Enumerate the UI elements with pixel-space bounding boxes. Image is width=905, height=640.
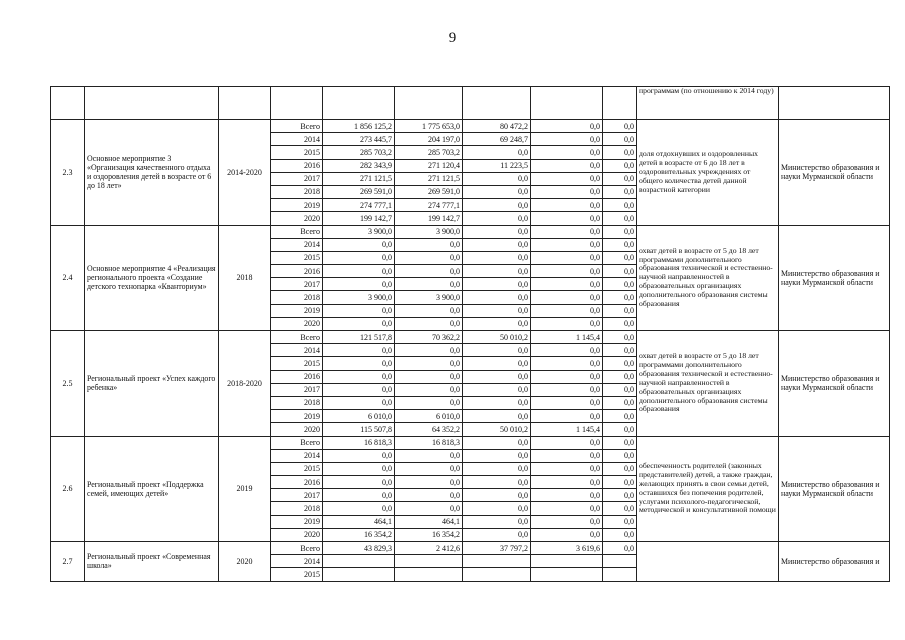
federal-cell: 0,0 xyxy=(463,344,531,357)
federal-cell: 0,0 xyxy=(463,291,531,304)
local-cell: 0,0 xyxy=(531,146,603,159)
total-cell: 0,0 xyxy=(323,278,395,291)
total-cell: 43 829,3 xyxy=(323,542,395,555)
budget-cell: 0,0 xyxy=(395,238,463,251)
federal-cell: 0,0 xyxy=(463,528,531,541)
local-cell: 0,0 xyxy=(531,357,603,370)
budget-cell: 271 121,5 xyxy=(395,172,463,185)
total-cell: 269 591,0 xyxy=(323,185,395,198)
total-cell: 3 900,0 xyxy=(323,291,395,304)
budget-cell: 0,0 xyxy=(395,317,463,330)
section-number: 2.5 xyxy=(51,331,85,437)
federal-cell: 0,0 xyxy=(463,515,531,528)
federal-cell: 0,0 xyxy=(463,185,531,198)
local-cell: 0,0 xyxy=(531,159,603,172)
other-cell: 0,0 xyxy=(603,462,637,475)
year-cell: 2015 xyxy=(271,568,323,581)
federal-cell: 0,0 xyxy=(463,251,531,264)
year-cell: 2020 xyxy=(271,423,323,436)
total-cell: 274 777,1 xyxy=(323,199,395,212)
budget-cell: 199 142,7 xyxy=(395,212,463,225)
year-cell: 2019 xyxy=(271,515,323,528)
budget-cell: 0,0 xyxy=(395,265,463,278)
year-cell: 2015 xyxy=(271,251,323,264)
local-cell xyxy=(531,568,603,581)
federal-cell: 0,0 xyxy=(463,410,531,423)
local-cell: 0,0 xyxy=(531,436,603,449)
table-row xyxy=(51,120,890,133)
year-cell: Всего xyxy=(271,331,323,344)
section-number: 2.4 xyxy=(51,225,85,331)
other-cell xyxy=(603,568,637,581)
federal-cell: 37 797,2 xyxy=(463,542,531,555)
local-cell: 0,0 xyxy=(531,528,603,541)
local-cell: 0,0 xyxy=(531,238,603,251)
local-cell: 0,0 xyxy=(531,462,603,475)
local-cell: 0,0 xyxy=(531,410,603,423)
budget-cell: 16 818,3 xyxy=(395,436,463,449)
local-cell: 0,0 xyxy=(531,120,603,133)
other-cell: 0,0 xyxy=(603,410,637,423)
total-cell: 285 703,2 xyxy=(323,146,395,159)
federal-cell: 0,0 xyxy=(463,489,531,502)
year-cell: 2016 xyxy=(271,159,323,172)
federal-cell: 0,0 xyxy=(463,265,531,278)
budget-cell: 70 362,2 xyxy=(395,331,463,344)
section-name: Региональный проект «Поддержка семей, имеющих детей» xyxy=(85,436,219,542)
total-cell: 0,0 xyxy=(323,265,395,278)
other-cell: 0,0 xyxy=(603,436,637,449)
table-row xyxy=(51,436,890,449)
total-cell: 271 121,5 xyxy=(323,172,395,185)
budget-cell xyxy=(395,568,463,581)
total-cell: 0,0 xyxy=(323,396,395,409)
federal-cell xyxy=(463,568,531,581)
budget-cell: 0,0 xyxy=(395,383,463,396)
year-cell: 2020 xyxy=(271,212,323,225)
year-cell: 2018 xyxy=(271,185,323,198)
local-cell: 3 619,6 xyxy=(531,542,603,555)
budget-cell: 0,0 xyxy=(395,449,463,462)
year-cell: 2019 xyxy=(271,199,323,212)
budget-cell: 0,0 xyxy=(395,370,463,383)
other-cell: 0,0 xyxy=(603,331,637,344)
budget-cell: 64 352,2 xyxy=(395,423,463,436)
total-cell: 0,0 xyxy=(323,502,395,515)
budget-cell: 0,0 xyxy=(395,502,463,515)
budget-cell: 3 900,0 xyxy=(395,291,463,304)
federal-cell: 0,0 xyxy=(463,304,531,317)
federal-cell: 0,0 xyxy=(463,502,531,515)
total-cell: 0,0 xyxy=(323,238,395,251)
other-cell: 0,0 xyxy=(603,238,637,251)
year-cell: 2020 xyxy=(271,317,323,330)
local-cell: 0,0 xyxy=(531,489,603,502)
total-cell: 0,0 xyxy=(323,476,395,489)
total-cell: 0,0 xyxy=(323,383,395,396)
cell-blank xyxy=(395,87,463,120)
local-cell: 0,0 xyxy=(531,251,603,264)
federal-cell: 80 472,2 xyxy=(463,120,531,133)
year-cell: 2015 xyxy=(271,146,323,159)
year-cell: 2019 xyxy=(271,410,323,423)
table-row xyxy=(51,331,890,344)
cell-blank xyxy=(323,87,395,120)
other-cell: 0,0 xyxy=(603,357,637,370)
budget-cell: 271 120,4 xyxy=(395,159,463,172)
budget-cell xyxy=(395,555,463,568)
year-cell: 2017 xyxy=(271,489,323,502)
federal-cell: 50 010,2 xyxy=(463,423,531,436)
cell-blank xyxy=(271,87,323,120)
federal-cell: 0,0 xyxy=(463,278,531,291)
federal-cell: 50 010,2 xyxy=(463,331,531,344)
local-cell: 0,0 xyxy=(531,199,603,212)
year-cell: Всего xyxy=(271,120,323,133)
local-cell: 0,0 xyxy=(531,396,603,409)
year-cell: 2015 xyxy=(271,357,323,370)
total-cell: 121 517,8 xyxy=(323,331,395,344)
section-number: 2.3 xyxy=(51,120,85,226)
year-cell: 2014 xyxy=(271,238,323,251)
other-cell: 0,0 xyxy=(603,528,637,541)
budget-cell: 285 703,2 xyxy=(395,146,463,159)
total-cell: 16 818,3 xyxy=(323,436,395,449)
cell-blank xyxy=(531,87,603,120)
other-cell: 0,0 xyxy=(603,159,637,172)
total-cell: 1 856 125,2 xyxy=(323,120,395,133)
local-cell: 0,0 xyxy=(531,502,603,515)
total-cell: 6 010,0 xyxy=(323,410,395,423)
federal-cell: 0,0 xyxy=(463,146,531,159)
federal-cell: 0,0 xyxy=(463,476,531,489)
responsible-cell: Министерство образования и науки Мурманской области xyxy=(779,436,890,542)
budget-cell: 0,0 xyxy=(395,278,463,291)
indicator-cell: доля отдохнувших и оздоровленных детей в возрасте от 6 до 18 лет в оздоровительных учреждениях от общего количества детей данной возрастной категории xyxy=(637,120,779,226)
year-cell: 2017 xyxy=(271,172,323,185)
other-cell: 0,0 xyxy=(603,396,637,409)
budget-cell: 204 197,0 xyxy=(395,133,463,146)
other-cell: 0,0 xyxy=(603,489,637,502)
federal-cell: 0,0 xyxy=(463,383,531,396)
cell-blank xyxy=(463,87,531,120)
local-cell: 0,0 xyxy=(531,212,603,225)
year-cell: 2014 xyxy=(271,555,323,568)
other-cell: 0,0 xyxy=(603,185,637,198)
total-cell: 273 445,7 xyxy=(323,133,395,146)
indicator-cell: программам (по отношению к 2014 году) xyxy=(637,87,779,120)
year-cell: 2019 xyxy=(271,304,323,317)
budget-cell: 0,0 xyxy=(395,357,463,370)
other-cell: 0,0 xyxy=(603,449,637,462)
budget-cell: 464,1 xyxy=(395,515,463,528)
year-cell: 2016 xyxy=(271,370,323,383)
total-cell: 0,0 xyxy=(323,251,395,264)
total-cell xyxy=(323,568,395,581)
total-cell: 0,0 xyxy=(323,462,395,475)
section-name: Региональный проект «Успех каждого ребенка» xyxy=(85,331,219,437)
total-cell: 0,0 xyxy=(323,304,395,317)
local-cell: 0,0 xyxy=(531,344,603,357)
other-cell: 0,0 xyxy=(603,317,637,330)
local-cell: 0,0 xyxy=(531,317,603,330)
other-cell: 0,0 xyxy=(603,146,637,159)
local-cell: 0,0 xyxy=(531,185,603,198)
year-cell: 2017 xyxy=(271,383,323,396)
indicator-cell: охват детей в возрасте от 5 до 18 лет программами дополнительного образования технической и естественно-научной направленностей в образовательных организациях дополнительного образования системы образования xyxy=(637,225,779,331)
table-row xyxy=(51,225,890,238)
federal-cell: 0,0 xyxy=(463,225,531,238)
local-cell: 0,0 xyxy=(531,225,603,238)
total-cell: 0,0 xyxy=(323,317,395,330)
total-cell: 0,0 xyxy=(323,449,395,462)
cell-blank xyxy=(51,87,85,120)
budget-cell: 0,0 xyxy=(395,462,463,475)
section-number: 2.6 xyxy=(51,436,85,542)
federal-cell: 69 248,7 xyxy=(463,133,531,146)
section-period: 2018-2020 xyxy=(219,331,271,437)
other-cell: 0,0 xyxy=(603,304,637,317)
other-cell: 0,0 xyxy=(603,120,637,133)
year-cell: Всего xyxy=(271,542,323,555)
cell-blank xyxy=(603,87,637,120)
total-cell: 16 354,2 xyxy=(323,528,395,541)
total-cell: 282 343,9 xyxy=(323,159,395,172)
program-table xyxy=(50,86,890,582)
budget-cell: 6 010,0 xyxy=(395,410,463,423)
table-body xyxy=(51,87,890,582)
other-cell xyxy=(603,555,637,568)
cell-blank xyxy=(85,87,219,120)
cell-blank xyxy=(779,87,890,120)
other-cell: 0,0 xyxy=(603,225,637,238)
local-cell: 1 145,4 xyxy=(531,331,603,344)
responsible-cell: Министерство образования и науки Мурманской области xyxy=(779,225,890,331)
table-row xyxy=(51,542,890,555)
indicator-cell: охват детей в возрасте от 5 до 18 лет программами дополнительного образования технической и естественно-научной направленностей в образовательных организациях дополнительного образования системы образования xyxy=(637,331,779,437)
total-cell: 0,0 xyxy=(323,357,395,370)
local-cell: 0,0 xyxy=(531,133,603,146)
section-period: 2018 xyxy=(219,225,271,331)
other-cell: 0,0 xyxy=(603,291,637,304)
budget-cell: 0,0 xyxy=(395,304,463,317)
total-cell: 0,0 xyxy=(323,370,395,383)
local-cell: 0,0 xyxy=(531,476,603,489)
other-cell: 0,0 xyxy=(603,265,637,278)
indicator-cell: обеспеченность родителей (законных представителей) детей, а также граждан, желающих принять в свои семьи детей, оставшихся без попечения родителей, услугами психолого-педагогической, методической и консультативной помощи xyxy=(637,436,779,542)
local-cell: 0,0 xyxy=(531,304,603,317)
total-cell: 115 507,8 xyxy=(323,423,395,436)
year-cell: 2016 xyxy=(271,265,323,278)
year-cell: 2017 xyxy=(271,278,323,291)
federal-cell: 0,0 xyxy=(463,449,531,462)
section-name: Региональный проект «Современная школа» xyxy=(85,542,219,582)
year-cell: 2015 xyxy=(271,462,323,475)
total-cell: 0,0 xyxy=(323,344,395,357)
local-cell: 0,0 xyxy=(531,515,603,528)
other-cell: 0,0 xyxy=(603,251,637,264)
other-cell: 0,0 xyxy=(603,515,637,528)
other-cell: 0,0 xyxy=(603,212,637,225)
year-cell: 2014 xyxy=(271,449,323,462)
federal-cell: 0,0 xyxy=(463,238,531,251)
year-cell: Всего xyxy=(271,225,323,238)
other-cell: 0,0 xyxy=(603,133,637,146)
federal-cell: 0,0 xyxy=(463,436,531,449)
other-cell: 0,0 xyxy=(603,502,637,515)
budget-cell: 0,0 xyxy=(395,489,463,502)
total-cell: 3 900,0 xyxy=(323,225,395,238)
federal-cell: 0,0 xyxy=(463,199,531,212)
federal-cell: 0,0 xyxy=(463,317,531,330)
year-cell: 2018 xyxy=(271,502,323,515)
responsible-cell: Министерство образования и науки Мурманской области xyxy=(779,331,890,437)
cell-blank xyxy=(219,87,271,120)
total-cell: 0,0 xyxy=(323,489,395,502)
section-name: Основное мероприятие 4 «Реализация регионального проекта «Создание детского технопарка «Кванториум» xyxy=(85,225,219,331)
budget-cell: 16 354,2 xyxy=(395,528,463,541)
responsible-cell: Министерство образования и науки Мурманской области xyxy=(779,120,890,226)
total-cell: 199 142,7 xyxy=(323,212,395,225)
budget-cell: 269 591,0 xyxy=(395,185,463,198)
other-cell: 0,0 xyxy=(603,199,637,212)
year-cell: 2018 xyxy=(271,291,323,304)
budget-cell: 274 777,1 xyxy=(395,199,463,212)
section-name: Основное мероприятие 3 «Организация качественного отдыха и оздоровления детей в возрасте от 6 до 18 лет» xyxy=(85,120,219,226)
local-cell: 0,0 xyxy=(531,383,603,396)
year-cell: Всего xyxy=(271,436,323,449)
page-number: 9 xyxy=(448,30,457,46)
federal-cell: 0,0 xyxy=(463,172,531,185)
federal-cell: 0,0 xyxy=(463,462,531,475)
federal-cell: 0,0 xyxy=(463,212,531,225)
local-cell: 0,0 xyxy=(531,449,603,462)
other-cell: 0,0 xyxy=(603,172,637,185)
local-cell xyxy=(531,555,603,568)
other-cell: 0,0 xyxy=(603,370,637,383)
local-cell: 1 145,4 xyxy=(531,423,603,436)
responsible-cell: Министерство образования и xyxy=(779,542,890,582)
other-cell: 0,0 xyxy=(603,423,637,436)
section-period: 2020 xyxy=(219,542,271,582)
section-period: 2014-2020 xyxy=(219,120,271,226)
federal-cell: 0,0 xyxy=(463,357,531,370)
section-number: 2.7 xyxy=(51,542,85,582)
other-cell: 0,0 xyxy=(603,383,637,396)
table-row xyxy=(51,87,890,120)
budget-cell: 0,0 xyxy=(395,344,463,357)
other-cell: 0,0 xyxy=(603,476,637,489)
local-cell: 0,0 xyxy=(531,370,603,383)
local-cell: 0,0 xyxy=(531,278,603,291)
budget-cell: 0,0 xyxy=(395,251,463,264)
other-cell: 0,0 xyxy=(603,344,637,357)
year-cell: 2016 xyxy=(271,476,323,489)
total-cell xyxy=(323,555,395,568)
local-cell: 0,0 xyxy=(531,291,603,304)
budget-cell: 0,0 xyxy=(395,396,463,409)
section-period: 2019 xyxy=(219,436,271,542)
indicator-cell xyxy=(637,542,779,582)
year-cell: 2018 xyxy=(271,396,323,409)
local-cell: 0,0 xyxy=(531,265,603,278)
other-cell: 0,0 xyxy=(603,542,637,555)
local-cell: 0,0 xyxy=(531,172,603,185)
year-cell: 2014 xyxy=(271,133,323,146)
federal-cell: 0,0 xyxy=(463,370,531,383)
federal-cell xyxy=(463,555,531,568)
year-cell: 2014 xyxy=(271,344,323,357)
budget-cell: 0,0 xyxy=(395,476,463,489)
budget-cell: 3 900,0 xyxy=(395,225,463,238)
budget-cell: 1 775 653,0 xyxy=(395,120,463,133)
total-cell: 464,1 xyxy=(323,515,395,528)
federal-cell: 0,0 xyxy=(463,396,531,409)
federal-cell: 11 223,5 xyxy=(463,159,531,172)
year-cell: 2020 xyxy=(271,528,323,541)
budget-cell: 2 412,6 xyxy=(395,542,463,555)
other-cell: 0,0 xyxy=(603,278,637,291)
